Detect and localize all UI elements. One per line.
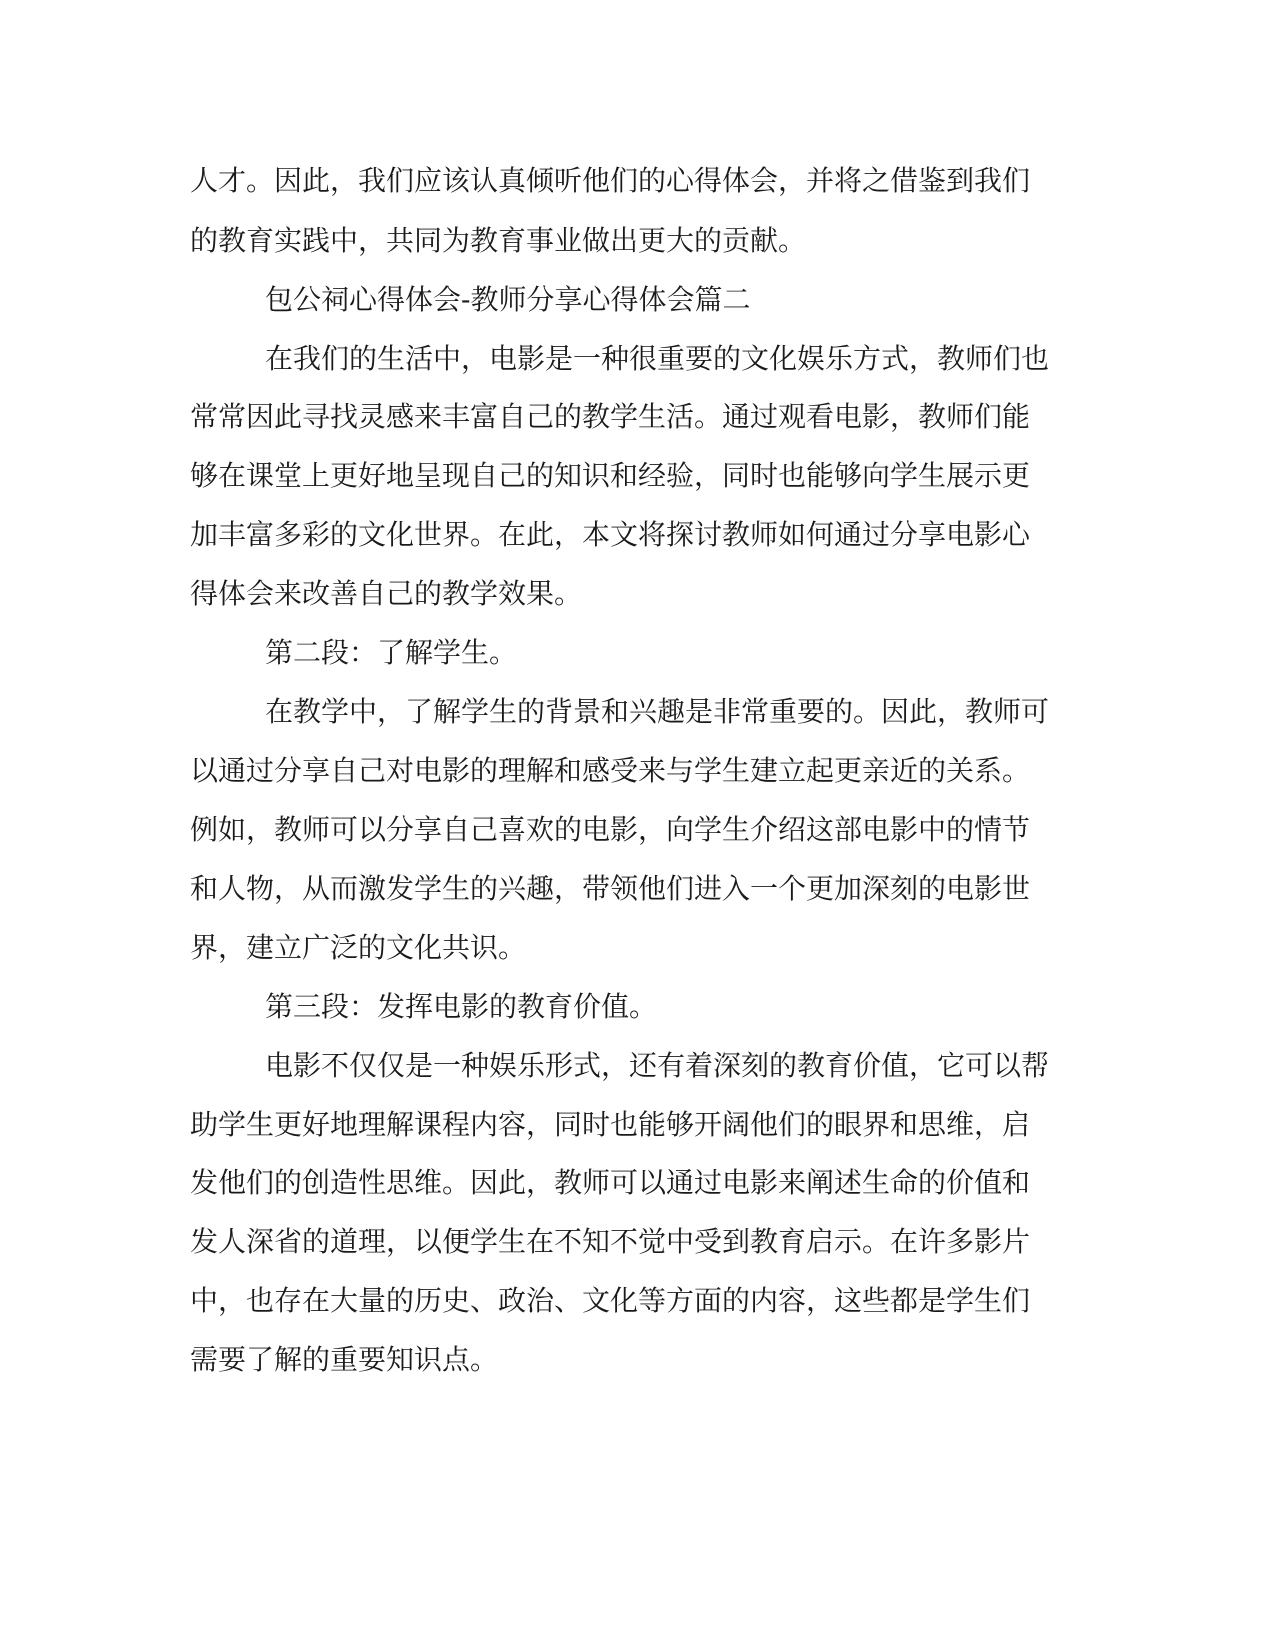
paragraph-line: 需要了解的重要知识点。 [190,1343,499,1376]
paragraph-line: 中，也存在大量的历史、政治、文化等方面的内容，这些都是学生们 [190,1284,1031,1317]
paragraph-line: 例如，教师可以分享自己喜欢的电影，向学生介绍这部电影中的情节 [190,813,1031,846]
section-heading: 第二段：了解学生。 [265,636,518,669]
paragraph-line: 界，建立广泛的文化共识。 [190,931,527,964]
paragraph-line: 常常因此寻找灵感来丰富自己的教学生活。通过观看电影，教师们能 [190,400,1031,433]
paragraph-line: 够在课堂上更好地呈现自己的知识和经验，同时也能够向学生展示更 [190,459,1031,492]
section-title: 包公祠心得体会-教师分享心得体会篇二 [265,283,751,316]
paragraph-line: 发他们的创造性思维。因此，教师可以通过电影来阐述生命的价值和 [190,1166,1031,1199]
paragraph-line: 发人深省的道理，以便学生在不知不觉中受到教育启示。在许多影片 [190,1225,1031,1258]
section-heading: 第三段：发挥电影的教育价值。 [265,990,658,1023]
paragraph-line: 在教学中，了解学生的背景和兴趣是非常重要的。因此，教师可 [265,695,1050,728]
paragraph-line: 以通过分享自己对电影的理解和感受来与学生建立起更亲近的关系。 [190,754,1031,787]
paragraph-line: 加丰富多彩的文化世界。在此，本文将探讨教师如何通过分享电影心 [190,518,1031,551]
paragraph-line: 的教育实践中，共同为教育事业做出更大的贡献。 [190,224,807,257]
paragraph-line: 和人物，从而激发学生的兴趣，带领他们进入一个更加深刻的电影世 [190,872,1031,905]
paragraph-line: 在我们的生活中，电影是一种很重要的文化娱乐方式，教师们也 [265,342,1050,375]
paragraph-line: 人才。因此，我们应该认真倾听他们的心得体会，并将之借鉴到我们 [190,164,1031,197]
paragraph-line: 得体会来改善自己的教学效果。 [190,577,583,610]
paragraph-line: 助学生更好地理解课程内容，同时也能够开阔他们的眼界和思维，启 [190,1108,1031,1141]
paragraph-line: 电影不仅仅是一种娱乐形式，还有着深刻的教育价值，它可以帮 [265,1049,1050,1082]
